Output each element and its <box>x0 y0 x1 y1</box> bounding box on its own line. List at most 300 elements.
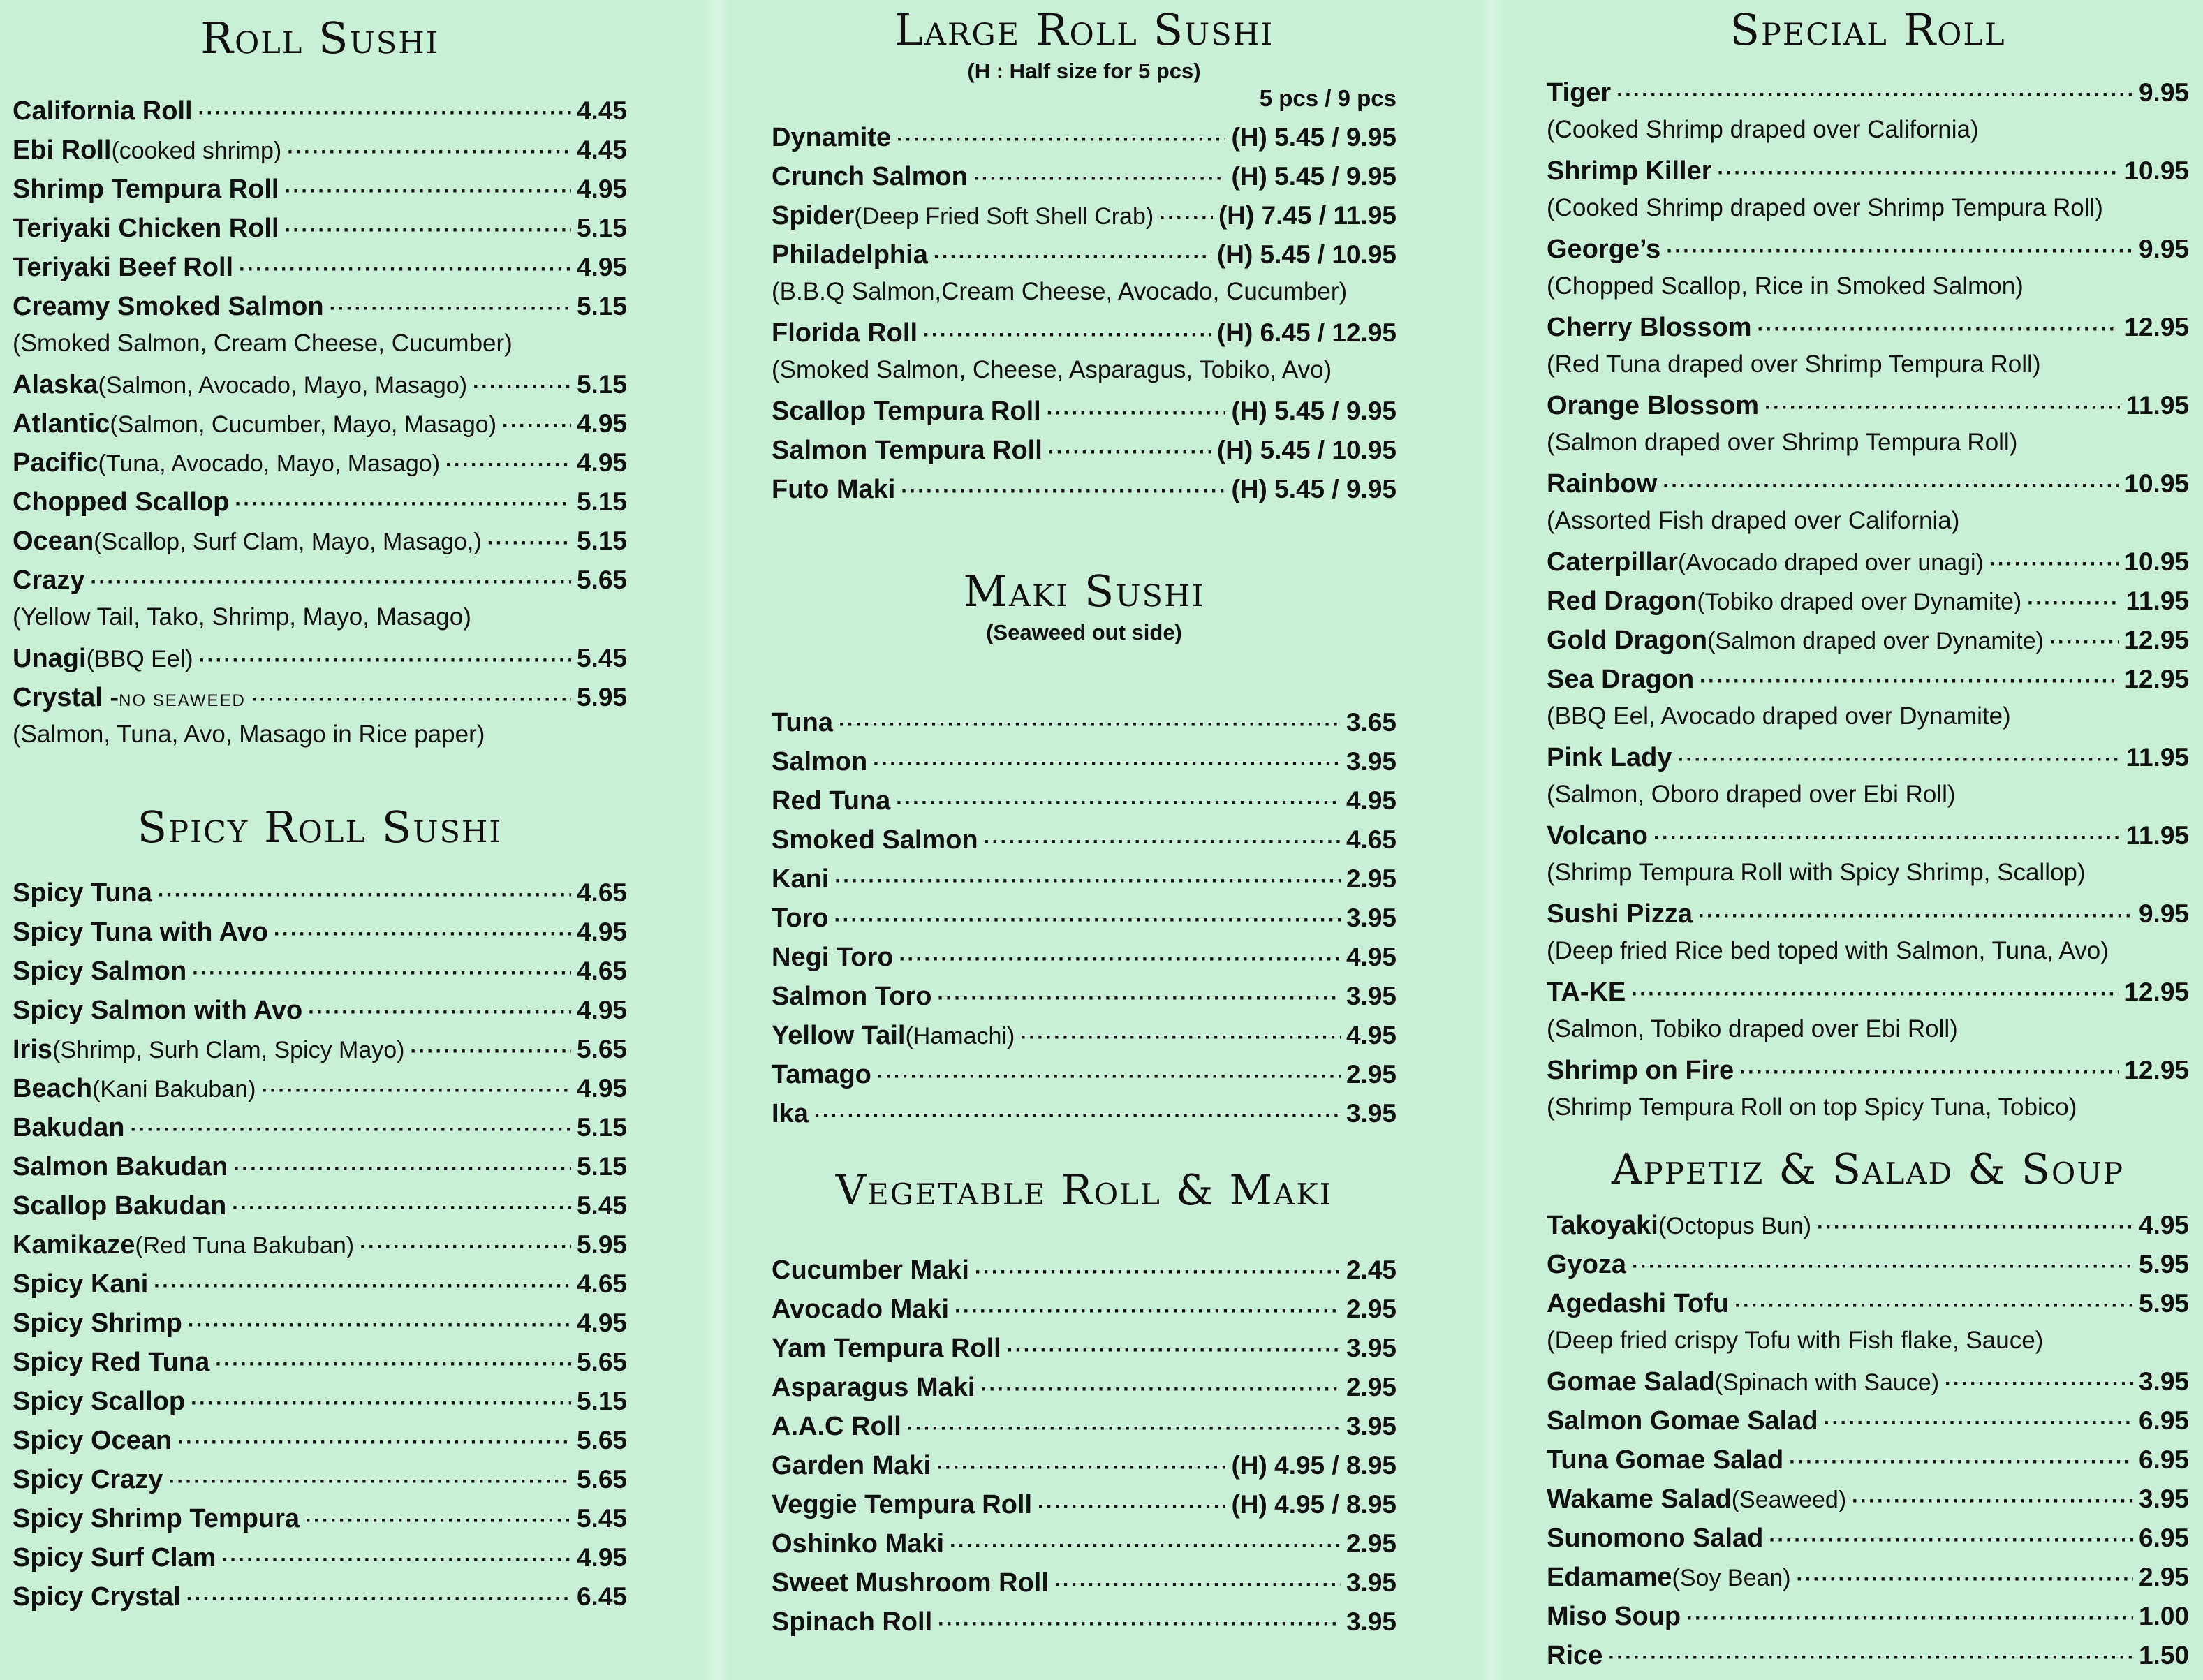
dot-leader <box>2049 632 2119 653</box>
item-name: Spicy Tuna with Avo <box>13 918 268 947</box>
item-name: Crazy <box>13 566 85 595</box>
item-name: A.A.C Roll <box>772 1412 901 1441</box>
item-name: Spicy Crazy <box>13 1465 163 1494</box>
item-name: Asparagus Maki <box>772 1373 975 1402</box>
dot-leader <box>199 650 571 671</box>
item-price: (H) 6.45 / 12.95 <box>1216 318 1397 347</box>
item-price: 2.95 <box>1346 1529 1397 1558</box>
item-name: Scallop Tempura Roll <box>772 397 1041 426</box>
item-name: Spicy Shrimp Tempura <box>13 1504 300 1533</box>
dot-leader <box>285 220 571 241</box>
menu-item <box>1547 1251 2189 1278</box>
item-price: 12.95 <box>2124 1056 2189 1084</box>
item-price: 3.95 <box>1346 982 1397 1010</box>
dot-leader <box>1718 163 2119 184</box>
item-note: (Salmon, Tobiko draped over Ebi Roll) <box>1547 1015 1958 1042</box>
item-price: (H) 4.95 / 8.95 <box>1231 1451 1397 1480</box>
item-price: 5.45 <box>576 1504 627 1533</box>
menu-item <box>13 215 627 242</box>
section-heading-vegetable-roll: Vegetable Roll & Maki <box>835 1166 1333 1215</box>
menu-item <box>772 1452 1397 1479</box>
item-note: (Cooked Shrimp draped over California) <box>1547 116 1979 143</box>
item-price: 2.95 <box>1346 1295 1397 1323</box>
menu-item <box>772 788 1397 814</box>
item-name: California Roll <box>13 96 193 126</box>
item-name: Red Dragon <box>1547 587 1697 616</box>
item-name: Yellow Tail <box>772 1021 906 1050</box>
dot-leader <box>274 924 571 945</box>
item-name: Florida Roll <box>772 318 918 348</box>
menu-item <box>1547 744 2189 771</box>
dot-leader <box>1632 1256 2133 1277</box>
menu-item <box>772 320 1397 346</box>
menu-item <box>772 1335 1397 1362</box>
dot-leader <box>235 494 571 515</box>
dot-leader <box>1663 476 2119 496</box>
item-name: Salmon <box>772 747 868 776</box>
item-name: Spicy Shrimp <box>13 1309 182 1338</box>
menu-item <box>772 1257 1397 1283</box>
item-price: 6.95 <box>2138 1406 2189 1435</box>
item-price: (H) 4.95 / 8.95 <box>1231 1490 1397 1519</box>
dot-leader <box>897 129 1225 150</box>
menu-item <box>13 98 627 124</box>
item-price: 5.15 <box>576 1113 627 1142</box>
item-price: 11.95 <box>2125 391 2189 420</box>
item-price: 4.95 <box>576 996 627 1024</box>
menu-item <box>13 1584 627 1610</box>
dot-leader <box>305 1510 571 1531</box>
item-price: 4.95 <box>576 1074 627 1103</box>
dot-leader <box>839 714 1341 735</box>
menu-item <box>13 528 627 554</box>
maki-subtitle: (Seaweed out side) <box>986 620 1182 644</box>
dot-leader <box>877 1066 1341 1087</box>
dot-leader <box>834 910 1341 931</box>
dot-leader <box>936 1457 1225 1478</box>
item-name: Iris <box>13 1035 53 1064</box>
menu-item <box>13 1154 627 1180</box>
dot-leader <box>487 533 571 554</box>
item-name: Spicy Salmon <box>13 957 187 986</box>
dot-leader <box>287 142 571 163</box>
menu-item <box>13 137 627 163</box>
menu-item <box>772 1413 1397 1440</box>
dot-leader <box>360 1237 571 1258</box>
dot-leader <box>177 1432 571 1453</box>
item-description: (Seaweed) <box>1731 1487 1847 1513</box>
menu-item <box>13 1036 627 1063</box>
item-price: 2.95 <box>1346 864 1397 893</box>
item-price: 5.95 <box>576 683 627 712</box>
dot-leader <box>1734 1295 2133 1316</box>
dot-leader <box>2027 593 2120 614</box>
item-description: (Shrimp, Surh Clam, Spicy Mayo) <box>52 1037 405 1063</box>
menu-item <box>772 124 1397 151</box>
menu-item <box>1547 1603 2189 1630</box>
menu-item <box>1547 80 2189 106</box>
item-name: Atlantic <box>13 409 110 439</box>
item-note: (Smoked Salmon, Cream Cheese, Cucumber) <box>13 330 513 357</box>
item-note: (Salmon, Oboro draped over Ebi Roll) <box>1547 781 1956 808</box>
dot-leader <box>251 689 571 710</box>
item-price: 11.95 <box>2125 587 2189 615</box>
item-price: 5.15 <box>576 1152 627 1181</box>
menu-item <box>13 997 627 1024</box>
dot-leader <box>1020 1027 1341 1048</box>
dot-leader <box>1764 397 2120 418</box>
item-note: (Shrimp Tempura Roll on top Spicy Tuna, Tobico) <box>1547 1093 2077 1121</box>
item-price: (H) 5.45 / 9.95 <box>1231 397 1397 425</box>
item-price: 4.95 <box>576 1309 627 1337</box>
item-description: (BBQ Eel) <box>86 646 193 672</box>
menu-item <box>13 919 627 945</box>
item-name: Spicy Ocean <box>13 1426 172 1455</box>
item-note: (Salmon draped over Shrimp Tempura Roll) <box>1547 429 2018 456</box>
item-name: Spicy Kani <box>13 1269 149 1299</box>
menu-item <box>13 684 627 711</box>
item-name: Dynamite <box>772 123 892 152</box>
item-price: 5.45 <box>576 1191 627 1220</box>
item-price: 4.65 <box>576 878 627 907</box>
menu-item <box>772 398 1397 425</box>
dot-leader <box>938 1614 1341 1635</box>
dot-leader <box>261 1080 571 1101</box>
item-name: Takoyaki <box>1547 1211 1658 1240</box>
menu-item <box>772 242 1397 268</box>
item-name: Bakudan <box>13 1113 125 1142</box>
menu-item <box>1547 979 2189 1005</box>
item-name: Avocado Maki <box>772 1295 950 1324</box>
item-name: Shrimp on Fire <box>1547 1056 1734 1085</box>
dot-leader <box>411 1041 571 1062</box>
menu-item <box>772 1570 1397 1596</box>
item-name: Spicy Crystal <box>13 1582 181 1612</box>
menu-item <box>13 293 627 320</box>
large-roll-subtitle: (H : Half size for 5 pcs) <box>967 59 1201 83</box>
item-name: Philadelphia <box>772 240 928 270</box>
menu-item <box>1547 901 2189 927</box>
menu-item <box>13 371 627 398</box>
section-heading-maki-sushi: Maki Sushi <box>963 566 1205 617</box>
item-name: Spicy Surf Clam <box>13 1543 216 1572</box>
item-price: (H) 5.45 / 9.95 <box>1231 475 1397 503</box>
menu-item <box>1547 392 2189 419</box>
dot-leader <box>445 455 571 476</box>
item-price: 10.95 <box>2124 156 2189 185</box>
dot-leader <box>1700 671 2119 692</box>
item-price: 6.95 <box>2138 1524 2189 1552</box>
menu-item <box>772 1061 1397 1088</box>
menu-item <box>13 1545 627 1571</box>
dot-leader <box>1047 403 1226 424</box>
menu-item <box>13 1193 627 1219</box>
dot-leader <box>168 1471 571 1492</box>
menu-item <box>772 1491 1397 1518</box>
dot-leader <box>502 415 571 436</box>
menu-item <box>772 1296 1397 1322</box>
item-name: Edamame <box>1547 1563 1672 1592</box>
dot-leader <box>186 1589 571 1609</box>
dot-leader <box>284 181 571 202</box>
item-price: 5.45 <box>576 644 627 672</box>
dot-leader <box>1616 84 2133 105</box>
item-name: Alaska <box>13 370 98 399</box>
menu-item <box>13 1388 627 1415</box>
item-price: 12.95 <box>2124 313 2189 341</box>
item-name: Orange Blossom <box>1547 391 1760 420</box>
item-name: Yam Tempura Roll <box>772 1334 1001 1363</box>
item-price: (H) 5.45 / 10.95 <box>1216 436 1397 464</box>
item-name: Sweet Mushroom Roll <box>772 1568 1049 1598</box>
item-price: 5.95 <box>2138 1289 2189 1318</box>
menu-item <box>13 1114 627 1141</box>
dot-leader <box>1666 241 2133 262</box>
item-name: Agedashi Tofu <box>1547 1289 1730 1318</box>
item-name: Spicy Tuna <box>13 878 152 908</box>
item-note: (Red Tuna draped over Shrimp Tempura Roll) <box>1547 351 2041 378</box>
menu-item <box>1547 158 2189 184</box>
item-name: TA-KE <box>1547 978 1626 1007</box>
item-note: (B.B.Q Salmon,Cream Cheese, Avocado, Cucumber) <box>772 278 1348 305</box>
item-price: 2.95 <box>1346 1060 1397 1089</box>
item-price: 4.65 <box>1346 825 1397 854</box>
item-price: 3.95 <box>1346 904 1397 932</box>
dot-leader <box>1797 1569 2133 1590</box>
dot-leader <box>923 325 1211 346</box>
item-price: (H) 5.45 / 10.95 <box>1216 240 1397 269</box>
item-name: Creamy Smoked Salmon <box>13 292 324 321</box>
item-description: (Salmon, Cucumber, Mayo, Masago) <box>110 411 497 438</box>
item-name: Garden Maki <box>772 1451 931 1480</box>
dot-leader <box>899 949 1341 970</box>
item-description: (Hamachi) <box>905 1023 1015 1049</box>
item-price: 4.95 <box>1346 943 1397 971</box>
menu-item <box>13 450 627 476</box>
dot-leader <box>984 832 1341 853</box>
item-name: Tuna Gomae Salad <box>1547 1445 1784 1475</box>
item-price: 10.95 <box>2124 547 2189 576</box>
dot-leader <box>907 1418 1341 1439</box>
dot-leader <box>232 1198 571 1218</box>
item-name: Scallop Bakudan <box>13 1191 227 1221</box>
menu-item <box>13 1505 627 1532</box>
dot-leader <box>980 1379 1341 1400</box>
menu-item <box>1547 1486 2189 1512</box>
item-price: 11.95 <box>2125 743 2189 772</box>
item-price: 5.15 <box>576 214 627 242</box>
dot-leader <box>1159 207 1213 228</box>
item-description: (Avocado draped over unagi) <box>1677 550 1984 576</box>
menu-item <box>1547 549 2189 575</box>
menu-item <box>1547 1408 2189 1434</box>
item-name: Chopped Scallop <box>13 487 230 517</box>
item-name: Salmon Gomae Salad <box>1547 1406 1818 1436</box>
item-name: Tamago <box>772 1060 871 1089</box>
dot-leader <box>215 1354 571 1375</box>
section-heading-large-roll-sushi: Large Roll Sushi <box>894 4 1274 55</box>
menu-item <box>1547 236 2189 263</box>
large-roll-size-header: 5 pcs / 9 pcs <box>1259 85 1397 111</box>
item-note: (BBQ Eel, Avocado draped over Dynamite) <box>1547 702 2011 730</box>
menu-item <box>772 749 1397 775</box>
dot-leader <box>955 1301 1341 1322</box>
item-price: (H) 5.45 / 9.95 <box>1231 162 1397 191</box>
item-price: 3.95 <box>1346 1099 1397 1128</box>
item-name: Kani <box>772 864 830 894</box>
dot-leader <box>1698 906 2133 927</box>
item-price: 10.95 <box>2124 469 2189 498</box>
item-price: 4.95 <box>576 1543 627 1572</box>
dot-leader <box>975 1262 1341 1283</box>
item-name: Salmon Bakudan <box>13 1152 228 1181</box>
item-name: Shrimp Killer <box>1547 156 1712 186</box>
dot-leader <box>198 103 571 124</box>
item-price: 12.95 <box>2124 978 2189 1006</box>
item-name: Smoked Salmon <box>772 825 978 855</box>
item-name: Rice <box>1547 1641 1603 1670</box>
item-note: (Salmon, Tuna, Avo, Masago in Rice paper) <box>13 721 485 748</box>
menu-item <box>13 1427 627 1454</box>
item-name: Ika <box>772 1099 809 1128</box>
menu-item <box>1547 1369 2189 1395</box>
item-price: 3.95 <box>1346 747 1397 776</box>
item-name: Veggie Tempura Roll <box>772 1490 1033 1519</box>
menu-item <box>772 163 1397 190</box>
menu-item <box>13 1232 627 1258</box>
item-description: (Salmon draped over Dynamite) <box>1707 628 2044 654</box>
item-price: 5.15 <box>576 526 627 555</box>
item-price: 4.95 <box>576 409 627 438</box>
item-price: 2.95 <box>2138 1563 2189 1591</box>
dot-leader <box>834 871 1341 892</box>
dot-leader <box>1945 1373 2133 1394</box>
menu-item <box>772 1374 1397 1401</box>
menu-item <box>772 866 1397 892</box>
item-price: 5.65 <box>576 1035 627 1063</box>
item-price: 3.95 <box>1346 1334 1397 1362</box>
dot-leader <box>154 1276 571 1297</box>
item-name: Futo Maki <box>772 475 896 504</box>
dot-leader <box>191 1393 571 1414</box>
item-description: (Tuna, Avocado, Mayo, Masago) <box>98 450 441 477</box>
item-name: Cucumber Maki <box>772 1255 969 1285</box>
dot-leader <box>1048 442 1211 463</box>
item-price: 4.95 <box>576 918 627 946</box>
item-name: Tiger <box>1547 78 1612 108</box>
section-heading-roll-sushi: Roll Sushi <box>200 13 439 64</box>
item-price: 6.95 <box>2138 1445 2189 1474</box>
item-price: 4.45 <box>576 135 627 164</box>
menu-item <box>13 958 627 985</box>
item-price: 12.95 <box>2124 665 2189 693</box>
item-price: 9.95 <box>2138 78 2189 107</box>
item-name: Pink Lady <box>1547 743 1672 772</box>
item-description: (Scallop, Surf Clam, Mayo, Masago,) <box>94 529 482 555</box>
item-price: 3.95 <box>1346 1412 1397 1440</box>
item-name: Sunomono Salad <box>1547 1524 1764 1553</box>
item-price: (H) 7.45 / 11.95 <box>1218 201 1397 230</box>
item-name: Spicy Scallop <box>13 1387 186 1416</box>
page-fold-left <box>705 0 729 1680</box>
dot-leader <box>973 168 1226 189</box>
item-price: 5.15 <box>576 487 627 516</box>
item-price: 4.95 <box>576 253 627 281</box>
menu-item <box>1547 1057 2189 1084</box>
item-description: (Salmon, Avocado, Mayo, Masago) <box>98 372 468 399</box>
dot-leader <box>934 246 1211 267</box>
item-price: 3.95 <box>2138 1367 2189 1396</box>
item-name: Unagi <box>13 644 87 673</box>
menu-item <box>1547 823 2189 849</box>
item-name: Spicy Red Tuna <box>13 1348 210 1377</box>
item-price: 2.95 <box>1346 1373 1397 1401</box>
item-price: 4.95 <box>2138 1211 2189 1239</box>
dot-leader <box>473 376 571 397</box>
menu-item <box>1547 314 2189 341</box>
item-description: (Kani Bakuban) <box>92 1076 256 1103</box>
item-price: 11.95 <box>2125 821 2189 850</box>
dot-leader <box>1678 749 2121 770</box>
dot-leader <box>1817 1217 2133 1238</box>
menu-item <box>13 880 627 906</box>
item-name: Oshinko Maki <box>772 1529 945 1559</box>
item-description: (Soy Bean) <box>1672 1565 1791 1591</box>
item-price: 5.15 <box>576 1387 627 1415</box>
menu-item <box>1547 1564 2189 1591</box>
item-price: 5.15 <box>576 370 627 399</box>
item-description: (cooked shrimp) <box>111 138 282 164</box>
item-name: Wakame Salad <box>1547 1484 1732 1514</box>
item-name: Spinach Roll <box>772 1607 933 1637</box>
menu-item <box>1547 1212 2189 1239</box>
item-price: 5.95 <box>576 1230 627 1259</box>
dot-leader <box>1769 1530 2133 1551</box>
item-price: 9.95 <box>2138 899 2189 928</box>
item-price: 5.65 <box>576 1426 627 1454</box>
dot-leader <box>158 885 571 906</box>
dot-leader <box>1038 1496 1225 1517</box>
dot-leader <box>873 753 1341 774</box>
menu-item <box>13 645 627 672</box>
menu-item <box>13 176 627 202</box>
dot-leader <box>1054 1575 1341 1596</box>
menu-item <box>1547 1290 2189 1317</box>
item-price: 4.95 <box>576 448 627 477</box>
item-price: 4.45 <box>576 96 627 125</box>
menu-item <box>772 944 1397 971</box>
dot-leader <box>1007 1340 1341 1361</box>
dot-leader <box>130 1119 571 1140</box>
item-name: Gomae Salad <box>1547 1367 1715 1397</box>
menu-item <box>772 1531 1397 1557</box>
item-note: (Assorted Fish draped over California) <box>1547 507 1960 534</box>
item-name: Gyoza <box>1547 1250 1627 1279</box>
menu-item <box>13 1466 627 1493</box>
dot-leader <box>814 1105 1341 1126</box>
item-name: Kamikaze <box>13 1230 135 1260</box>
item-description: (Deep Fried Soft Shell Crab) <box>854 203 1154 230</box>
dot-leader <box>188 1315 571 1336</box>
item-name: Tuna <box>772 708 833 737</box>
item-name: Cherry Blossom <box>1547 313 1752 342</box>
item-name: Caterpillar <box>1547 547 1678 577</box>
menu-item <box>13 1271 627 1297</box>
item-name: Sushi Pizza <box>1547 899 1693 929</box>
dot-leader <box>239 259 571 280</box>
section-heading-spicy-roll-sushi: Spicy Roll Sushi <box>137 802 503 853</box>
item-name: Shrimp Tempura Roll <box>13 175 279 204</box>
